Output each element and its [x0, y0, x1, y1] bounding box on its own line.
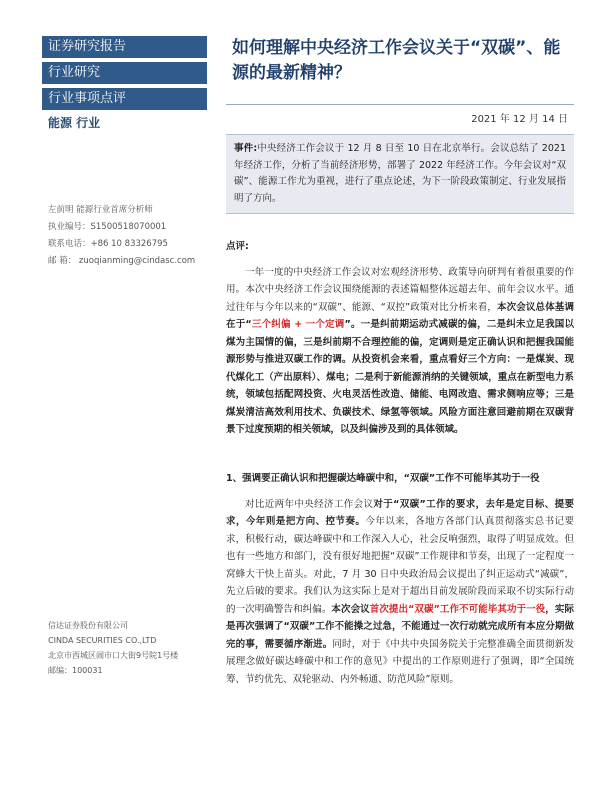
report-date: 2021 年 12 月 14 日 [471, 114, 568, 125]
analyst-role: 左前明 能源行业首席分析师 [48, 205, 153, 215]
section1-paragraph [226, 496, 574, 689]
company-postcode: 邮编：100031 [48, 666, 103, 675]
company-name-en: CINDA SECURITIES CO.,LTD [48, 636, 157, 645]
report-title: 如何理解中央经济工作会议关于“双碳”、能源的最新精神？ [232, 38, 561, 83]
event-summary-box [226, 134, 574, 214]
section1-p-e: ，实际是再次强调了“双碳”工作不能操之过急，不能通过一次行动就完成所有本应分期做完的事，需要循序渐进。 [226, 603, 574, 650]
analyst-license: 执业编号：S1500518070001 [48, 222, 167, 232]
section1-p-c: 今年以来，各地方各部门认真贯彻落实总书记要求，积极行动，碳达峰碳中和工作深入人心，社会反响强烈，取得了明显成效。但也有一些地方和部门，没有很好地把握“双碳”工作规律和节奏，出现了一定程度一窝蜂大干快上苗头。对此，7 月 30 日中央政治局会议提出了纠正运动式“减碳”，先立后破的要求。我们认为这实际上是对于超出目前发展阶段而采取不切实际行动的一次明确警告和纠偏。 [226, 516, 574, 615]
analyst-phone: 联系电话：+86 10 83326795 [48, 239, 168, 249]
section1-p-red: 首次提出“双碳”工作不可能毕其功于一役 [369, 603, 546, 615]
analyst-info [42, 202, 213, 270]
comment-p1-c: ”。一是纠前期运动式减碳的偏，二是纠未立足我国以煤为主国情的偏，三是纠前期不合理控能的偏，定调则是定正确认识和把握我国能源形势与推进双碳工作的调。从投资机会来看，重点看好三个方向：一是煤炭、现代煤化工（产出原料）、煤电；二是利于新能源消纳的关键领域，重点在新型电力系统，领域包括配网投资、火电灵活性改造、储能、电网改造、需求侧响应等；三是煤炭清洁高效利用技术、负碳技术、绿氢等领域。风险方面注意回避前期在双碳背景下过度预期的相关领域，以及纠偏涉及到的具体领域。 [226, 319, 574, 435]
section1 [226, 470, 574, 688]
comment-paragraph [226, 264, 574, 439]
category-tab: 行业研究 [42, 62, 207, 84]
company-name-cn: 信达证券股份有限公司 [48, 621, 128, 630]
section1-p-d: 本次会议 [331, 603, 370, 615]
event-label: 事件: [234, 143, 258, 154]
report-type-tab: 证券研究报告 [42, 36, 207, 58]
sidebar [42, 36, 207, 736]
analyst-email[interactable]: 邮 箱： zuoqianming@cindasc.com [48, 256, 196, 266]
title-divider [226, 104, 574, 105]
subcategory-tab: 行业事项点评 [42, 88, 207, 110]
event-text: 中央经济工作会议于 12 月 8 日至 10 日在北京举行。会议总结了 2021 年经济工作，分析了当前经济形势，部署了 2022 年经济工作。今年会议对“双碳”、能源工作尤为重视，进行了重点论述，为下一阶段政策制定、行业发展指明了方向。 [234, 143, 566, 204]
section1-heading: 1、强调要正确认识和把握碳达峰碳中和，“双碳”工作不可能毕其功于一役 [226, 473, 540, 484]
section1-p-b: 对于“双碳”工作的要求，去年是定目标、提要求，今年则是把方向、控节奏。 [226, 498, 574, 527]
industry-tag: 能源 行业 [48, 116, 101, 130]
comment-p1-red: 三个纠偏 + 一个定调 [251, 319, 345, 330]
comment-p1-b: 本次会议总体基调在于“ [226, 301, 574, 330]
comment-section [226, 238, 574, 439]
comment-p1-a: 一年一度的中央经济工作会议对宏观经济形势、政策导向研判有着很重要的作用。本次中央经济工作会议围绕能源的表述篇幅整体远超去年、前年会议水平。通过往年与今年以来的“双碳”、能源、“双控”政策对比分析来看， [226, 266, 574, 313]
comment-label: 点评: [226, 241, 249, 252]
company-address: 北京市西城区闹市口大街9号院1号楼 [48, 651, 179, 660]
section1-p-a: 对比近两年中央经济工作会议 [245, 498, 374, 510]
section1-p-f: 同时，对于《中共中央国务院关于完整准确全面贯彻新发展理念做好碳达峰碳中和工作的意见》中提出的工作原则进行了强调，即“全国统筹、节约优先、双轮驱动、内外畅通、防范风险”原则。 [226, 638, 574, 685]
company-info [42, 618, 208, 678]
